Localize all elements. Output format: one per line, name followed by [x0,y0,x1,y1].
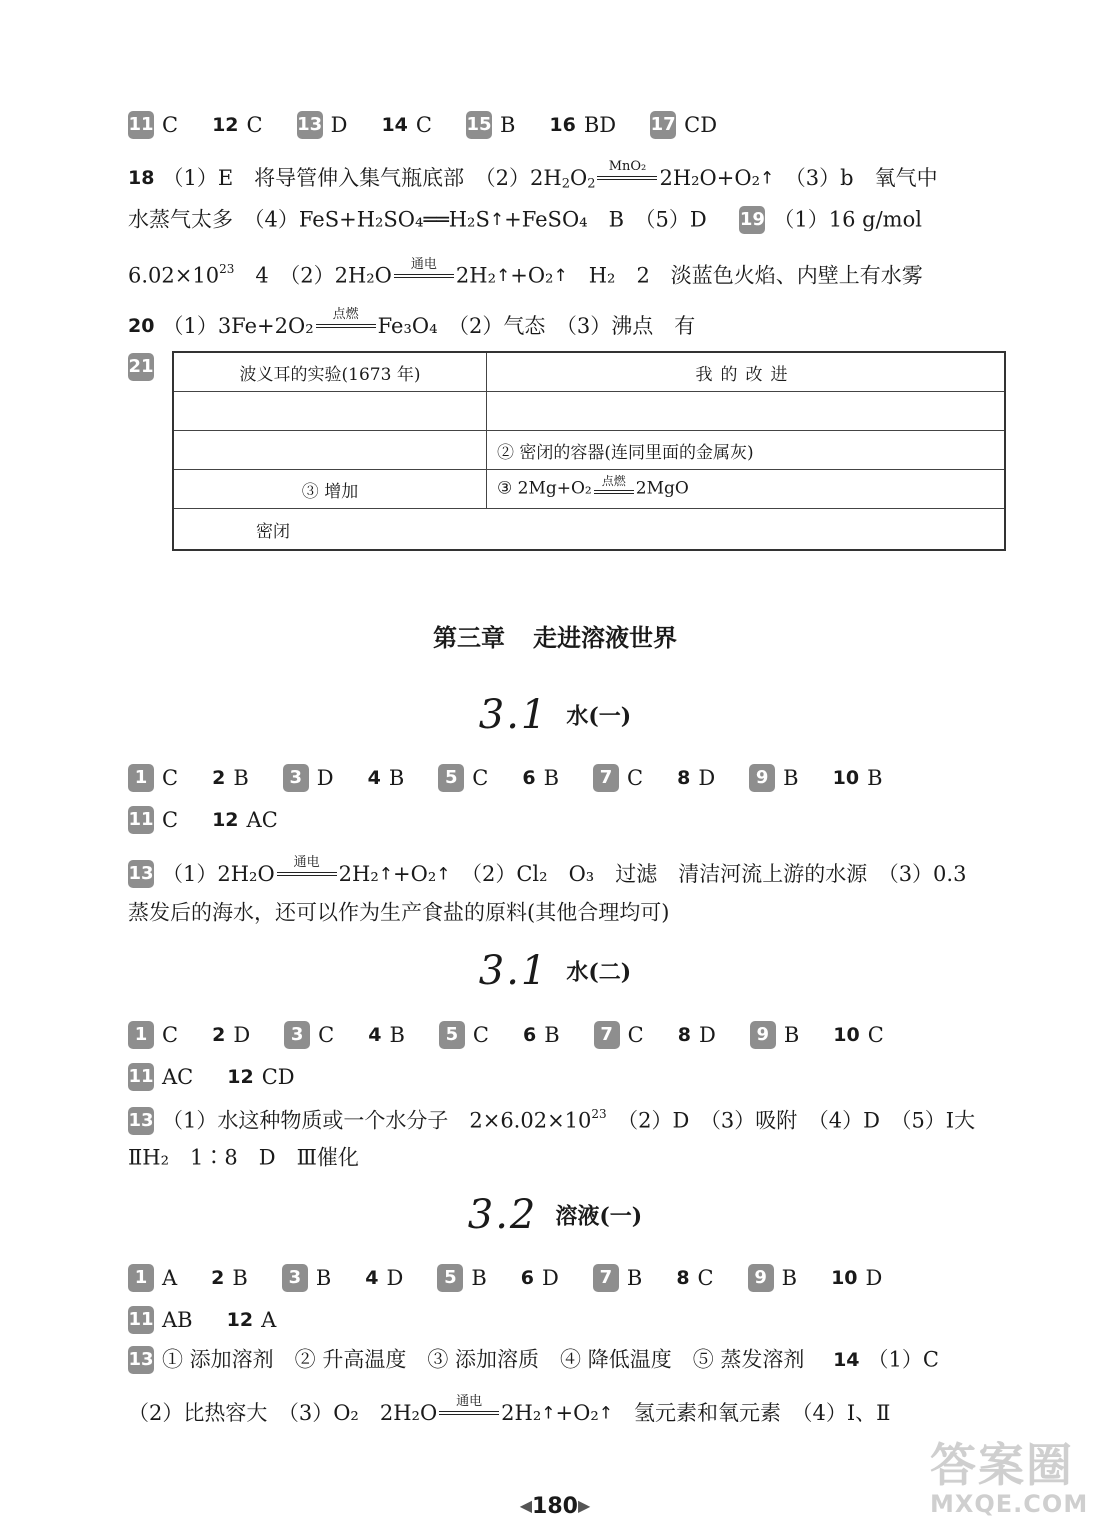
answer-choice: A [162,1265,178,1290]
answer-choice: D [698,765,716,790]
question-number-badge: 15 [466,111,492,139]
question-number: 12 [226,1308,254,1331]
q20-number: 20 [128,315,155,337]
answer-choice: C [627,765,644,790]
q18-text-a: （1）E 将导管伸入集气瓶底部 （2）2H [162,166,562,190]
s3-q14-line2: （2）比热容大 （3）O₂ 2H₂O 通电 2H₂↑+O₂↑ 氢元素和氧元素 （4）Ⅰ、Ⅱ [128,1395,1010,1431]
s1-q13-line2 [128,896,1010,928]
q18-text-b: O [569,166,588,190]
q18-number: 18 [128,167,155,189]
answer-choice: B [781,1265,798,1290]
question-number-badge: 7 [593,1264,619,1292]
answer-choice: B [544,1022,560,1047]
q19-avogadro: 6.02×10 [128,263,220,288]
question-number-badge: 7 [594,1021,620,1049]
answer-choice: B [315,1265,332,1290]
question-number-badge: 7 [593,764,619,792]
answer-choice: AC [246,807,278,832]
answer-choice: AB [162,1307,193,1332]
section-number: 3.1 [478,692,549,738]
s2-q13-exponent: 23 [591,1107,607,1121]
question-number-badge: 1 [128,1021,154,1049]
question-number: 2 [212,766,226,789]
s3-answer-row-11-12 [128,1303,1010,1335]
watermark-url: MXQE.COM [930,1490,1089,1518]
q20-condition: 点燃 [316,308,376,344]
question-number-badge: 11 [128,1063,154,1091]
q19-text-e: H₂ 2 淡蓝色火焰、内壁上有水雾 [567,263,923,288]
s2-q13-line2 [128,1141,1010,1173]
table-header-improvement: 我的改进 [487,352,1006,392]
left-triangle-icon: ◀ [519,1496,533,1515]
answer-choice: C [627,1022,644,1047]
question-number: 6 [522,1023,537,1046]
s3-q14-condition: 通电 [439,1395,499,1431]
answer-choice: B [232,1265,248,1290]
answer-choice: D [316,765,334,790]
s1-q13-text-e: 蒸发后的海水，还可以作为生产食盐的原料(其他合理均可) [128,900,670,925]
section-heading-water-1 [0,692,1110,738]
question-number-badge: 5 [437,1264,463,1292]
answer-choice: D [330,112,348,137]
chapter-title [0,618,1110,653]
question-number-badge: 11 [128,806,154,834]
s2-q13-text-b: （2）D （3）吸附 （4）D （5）Ⅰ大 [606,1108,976,1133]
question-number-badge: 5 [438,764,464,792]
question-number: 14 [381,113,408,136]
q19-badge: 19 [739,206,765,234]
s3-q14-text-a: （1）C [867,1347,939,1372]
question-number-badge: 3 [282,1264,308,1292]
answer-choice: B [783,1022,800,1047]
right-triangle-icon: ▶ [577,1496,591,1515]
answer-choice: C [472,1022,489,1047]
question-number-badge: 9 [748,1264,774,1292]
question-number: 2 [212,1023,226,1046]
answer-choice: CD [684,112,718,137]
q19-text-d: +O₂ [510,263,554,288]
s2-q13-text-a: （1）水这种物质或一个水分子 2×6.02×10 [162,1108,592,1133]
q18-text-d: （3）b 氧气中 [774,166,938,190]
question-number: 10 [832,766,860,789]
answer-choice: C [162,112,179,137]
q19-text-c: 2H₂ [455,263,496,288]
s3-q14-text-d: +O₂ [555,1401,599,1425]
answer-choice: A [261,1307,277,1332]
table-cell [487,392,1006,431]
answer-choice: D [865,1265,883,1290]
s3-q14-text-b: （2）比热容大 （3）O₂ 2H₂O [128,1401,438,1425]
q18-text-e: 水蒸气太多 （4）FeS+H₂SO₄══H₂S [128,207,490,232]
s2-q13-line1 [128,1099,1010,1136]
answer-choice: B [233,765,249,790]
answer-choice: C [162,807,179,832]
answer-choice: C [246,112,263,137]
answer-choice: CD [261,1064,295,1089]
q19-text-a: （1）16 g/mol [773,207,922,232]
s1-q13-badge: 13 [128,860,154,888]
q20-text-b: Fe₃O₄ （2）气态 （3）沸点 有 [377,314,696,338]
q19-exponent: 23 [219,262,235,276]
question-number: 4 [367,766,381,789]
s2-q13-badge: 13 [128,1107,154,1135]
s2-answer-row-1-10 [128,1018,1010,1050]
table-cell-mg-equation: ③ 2Mg+O₂ 点燃 2MgO [487,470,1006,509]
s3-answer-row-1-10 [128,1261,1010,1293]
question-number: 8 [677,766,691,789]
question-number-badge: 9 [750,1021,776,1049]
question-number-badge: 5 [439,1021,465,1049]
answer-row-11-17 [128,108,1010,140]
question-number: 6 [520,1266,535,1289]
answer-choice: C [162,765,179,790]
question-number-badge: 3 [284,1021,310,1049]
table-cell [173,431,487,470]
answer-choice: AC [162,1064,194,1089]
q19-line: $6.02\times 10^{23}$ 4 （2）2H₂O 通电 2H₂↑+O₂↑ H₂ 2 淡蓝色火焰、内壁上有水雾 [128,254,1010,294]
answer-choice: D [542,1265,559,1290]
answer-choice: B [388,765,405,790]
question-number: 10 [833,1023,860,1046]
section-title: 水(二) [566,959,632,986]
watermark-text: 答案圈 [930,1438,1074,1492]
q18-text-f: +FeSO₄ B （5）D [504,207,707,232]
question-number: 2 [211,1266,225,1289]
s3-q13-text: ① 添加溶剂 ② 升高温度 ③ 添加溶质 ④ 降低温度 ⑤ 蒸发溶剂 [162,1347,805,1372]
answer-choice: C [318,1022,335,1047]
answer-choice: C [415,112,432,137]
s1-answer-row-1-10 [128,761,1010,793]
question-number: 12 [212,113,239,136]
section-title: 溶液(一) [555,1203,643,1230]
question-number-badge: 13 [297,111,323,139]
answer-choice: BD [583,112,617,137]
s1-q13-text-b: 2H₂ [338,862,379,886]
watermark-logo [930,1440,1100,1530]
question-number: 10 [831,1266,858,1289]
table-cell [173,392,487,431]
chapter-name: 走进溶液世界 [533,624,677,652]
question-number-badge: 3 [283,764,309,792]
question-number-badge: 11 [128,1306,154,1334]
s3-q14-text-e: 氢元素和氧元素 （4）Ⅰ、Ⅱ [613,1401,891,1425]
answer-choice: B [626,1265,643,1290]
s3-q13-badge: 13 [128,1346,154,1374]
table-cell-sealed: 密闭 [173,509,1005,551]
q19-condition: 通电 [394,258,454,294]
answer-choice: D [698,1022,716,1047]
table-cell-increase: ③ 增加 [173,470,487,509]
page-number-text: 180 [532,1494,578,1519]
question-number: 8 [676,1266,690,1289]
answer-choice: D [386,1265,404,1290]
q18-condition: MnO₂ [597,160,657,196]
s1-q13-text-d: （2）Cl₂ O₃ 过滤 清洁河流上游的水源 （3）0.3 [450,862,967,886]
s2-q13-text-c: ⅡH₂ 1∶8 D Ⅲ催化 [128,1145,359,1170]
question-number-badge: 11 [128,111,154,139]
q18-line1: 18 （1）E 将导管伸入集气瓶底部 $(2)2H_2O_2$ MnO₂ 2H₂O+O₂↑ （3）b 氧气中 [128,160,1010,200]
question-number: 12 [227,1065,254,1088]
question-number: 4 [368,1023,382,1046]
s3-q14-number: 14 [833,1348,860,1371]
section-number: 3.2 [467,1192,538,1238]
answer-choice: C [472,765,489,790]
q19-text-b: 4 （2）2H₂O [234,263,392,288]
answer-choice: B [499,112,516,137]
q18-text-c: 2H₂O+O₂ [659,166,761,190]
s2-answer-row-11-12 [128,1060,1010,1092]
table-header-boyle: 波义耳的实验(1673 年) [173,352,487,392]
section-heading-water-2 [0,948,1110,994]
chapter-number: 第三章 [433,624,505,652]
question-number: 6 [522,766,536,789]
question-number: 12 [212,808,239,831]
q20-line [128,308,1010,344]
section-heading-solution-1 [0,1192,1110,1238]
q21-table [172,351,1006,551]
answer-choice: B [471,1265,487,1290]
s1-q13-text-c: +O₂ [393,862,437,886]
answer-choice: B [389,1022,405,1047]
answer-choice: D [233,1022,251,1047]
question-number: 16 [549,113,576,136]
q20-text-a: （1）3Fe+2O₂ [162,314,314,338]
s1-q13-line1: 13 （1）2H₂O 通电 2H₂↑+O₂↑ （2）Cl₂ O₃ 过滤 清洁河流上游的水源 （3）0.3 [128,856,1010,892]
answer-choice: C [697,1265,714,1290]
s1-answer-row-11-12 [128,803,1010,835]
q18-line2: 水蒸气太多 （4）FeS+H₂SO₄══H₂S↑+FeSO₄ B （5）D 19 （1）16 g/mol [128,207,922,232]
s3-q13-line [128,1343,1010,1375]
question-number-badge: 17 [650,111,676,139]
s3-q14-text-c: 2H₂ [501,1401,542,1425]
s1-q13-condition: 通电 [277,856,337,892]
table-cell-closed-container: ② 密闭的容器(连同里面的金属灰) [487,431,1006,470]
question-number-badge: 1 [128,1264,154,1292]
answer-choice: B [543,765,560,790]
question-number-badge: 9 [749,764,775,792]
s1-q13-text-a: （1）2H₂O [162,862,275,886]
answer-choice: C [867,1022,884,1047]
section-title: 水(一) [566,703,632,730]
question-number-badge: 1 [128,764,154,792]
answer-choice: C [162,1022,179,1047]
answer-choice: B [867,765,883,790]
answer-choice: B [783,765,799,790]
question-number: 4 [365,1266,379,1289]
section-number: 3.1 [478,948,549,994]
question-number: 8 [677,1023,691,1046]
q21-badge: 21 [128,353,154,381]
